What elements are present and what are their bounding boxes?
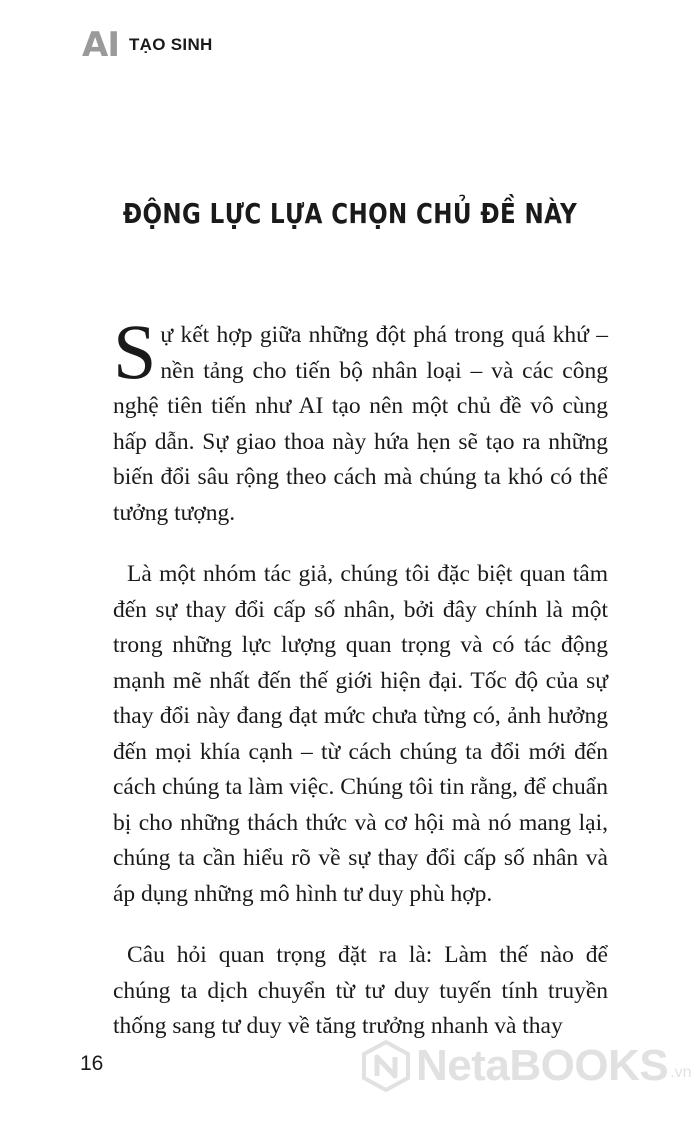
paragraph-1-text: ự kết hợp giữa những đột phá trong quá khứ – nền tảng cho tiến bộ nhân loại – và các công nghệ tiên tiến như AI tạo nên một chủ đề vô cùng hấp dẫn. Sự giao thoa này hứa hẹn sẽ tạo ra những biến đổi sâu rộng theo cách mà chúng ta khó có thể tưởng tượng. [113,322,608,526]
ai-logo: AI [82,25,119,65]
drop-cap: S [113,308,157,395]
running-header [82,25,213,65]
paragraph-1 [113,308,608,531]
netabooks-logo-icon [362,1040,410,1092]
watermark-suffix: .vn [670,1064,692,1081]
paragraph-2: Là một nhóm tác giả, chúng tôi đặc biệt quan tâm đến sự thay đổi cấp số nhân, bởi đây chính là một trong những lực lượng quan trọng và có tác động mạnh mẽ nhất đến thế giới hiện đại. Tốc độ của sự thay đổi này đang đạt mức chưa từng có, ảnh hưởng đến mọi khía cạnh – từ cách chúng ta đổi mới đến cách chúng ta làm việc. Chúng tôi tin rằng, để chuẩn bị cho những thách thức và cơ hội mà nó mang lại, chúng ta cần hiểu rõ về sự thay đổi cấp số nhân và áp dụng những mô hình tư duy phù hợp. [113,561,608,907]
page-number: 16 [80,1052,104,1075]
netabooks-watermark [362,1040,692,1092]
chapter-title: ĐỘNG LỰC LỰA CHỌN CHỦ ĐỀ NÀY [122,197,578,230]
watermark-brand: NetaBOOKS [416,1041,669,1090]
body-text [113,308,608,1071]
paragraph-3: Câu hỏi quan trọng đặt ra là: Làm thế nào để chúng ta dịch chuyển từ tư duy tuyến tính truyền thống sang tư duy về tăng trưởng nhanh và thay [113,942,608,1039]
running-header-title: TẠO SINH [128,35,213,54]
